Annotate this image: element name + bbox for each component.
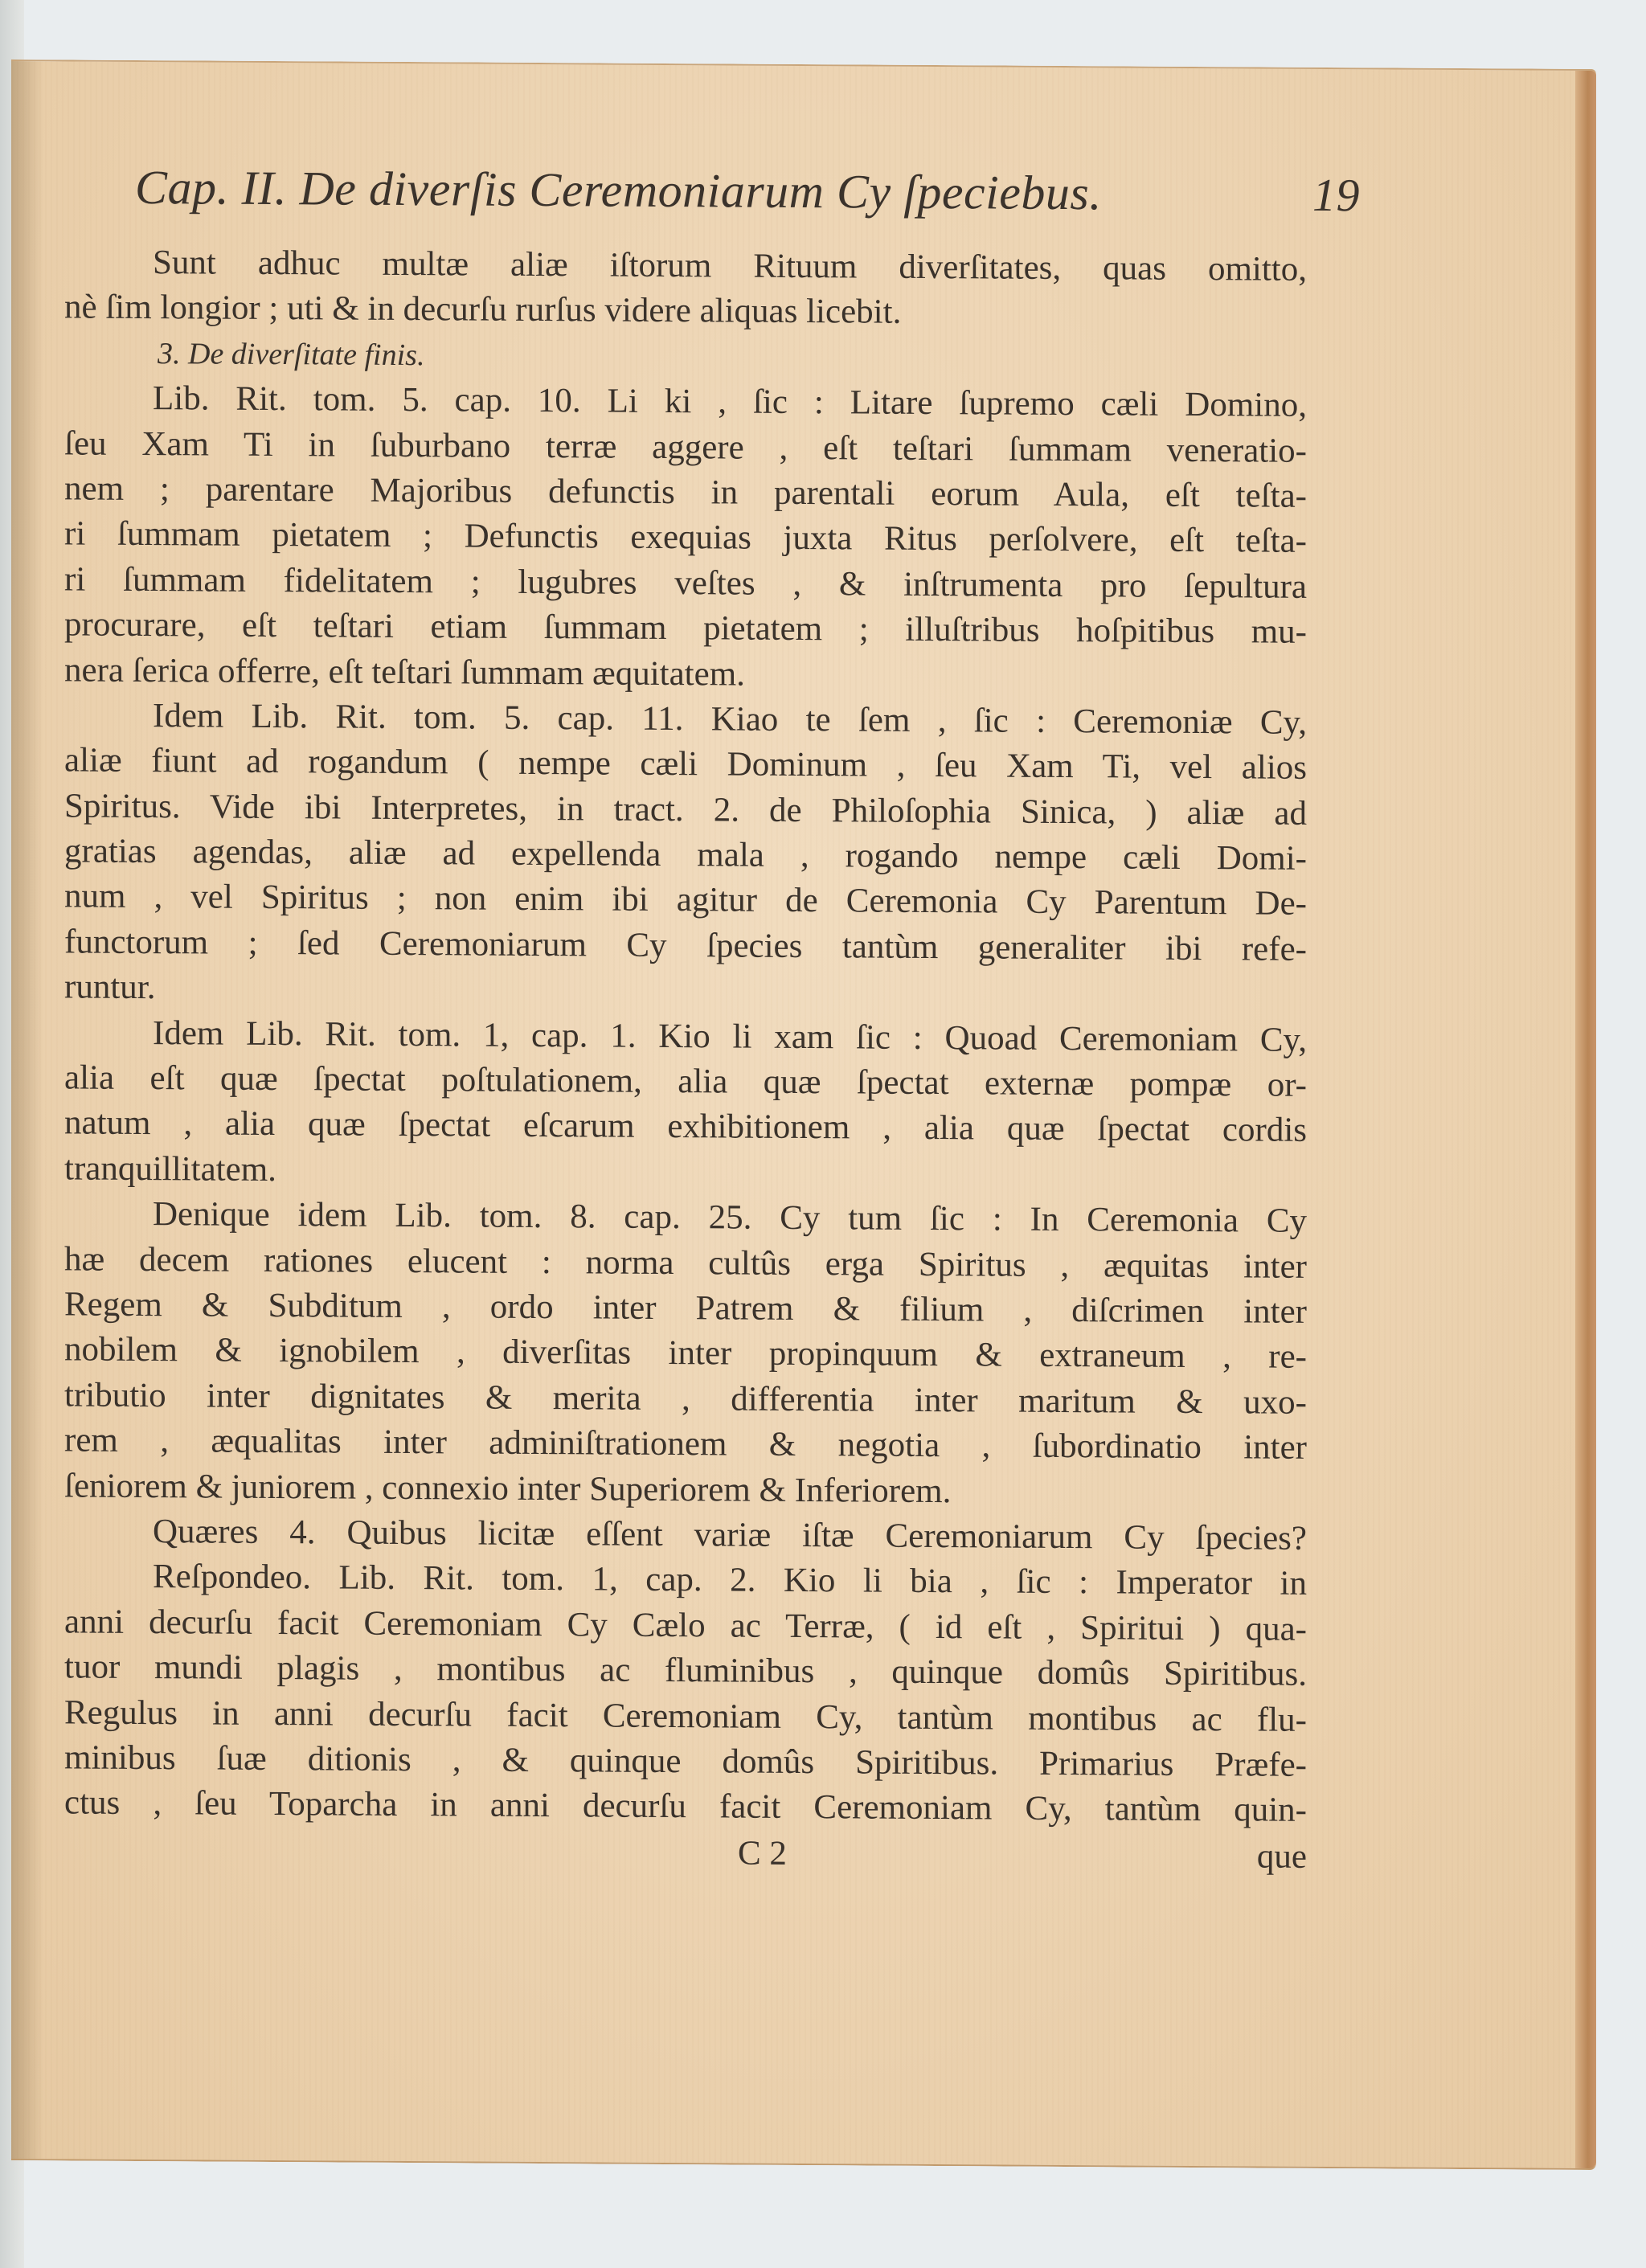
book-page: [11, 59, 1596, 2170]
text-line: gratias agendas, aliæ ad expellenda mala , rogando nempe cæli Domi-: [64, 832, 1307, 878]
catchword: que: [1256, 1837, 1307, 1876]
text-line: Sunt adhuc multæ aliæ iſtorum Rituum diverſitates, quas omitto,: [153, 244, 1307, 289]
body-text: [64, 239, 1334, 1833]
text-line: Regem & Subditum , ordo inter Patrem & filium , diſcrimen inter: [64, 1285, 1307, 1331]
text-line: ri ſummam pietatem ; Defunctis exequias juxta Ritus perſolvere, eſt teſta-: [64, 514, 1307, 561]
text-line: Idem Lib. Rit. tom. 5. cap. 11. Kiao te ſem , ſic : Ceremoniæ Cy,: [153, 696, 1307, 742]
text-line: tranquillitatem.: [64, 1149, 276, 1189]
text-line: Regulus in anni decurſu facit Ceremoniam Cy, tantùm montibus ac flu-: [64, 1693, 1307, 1739]
text-line: num , vel Spiritus ; non enim ibi agitur de Ceremonia Cy Parentum De-: [64, 877, 1307, 923]
gutter-shadow: [11, 61, 43, 2159]
text-line: rem , æqualitas inter adminiſtrationem & negotia , ſubordinatio inter: [64, 1421, 1307, 1468]
text-line: natum , alia quæ ſpectat eſcarum exhibitionem , alia quæ ſpectat cordis: [64, 1103, 1307, 1150]
text-line: nè ſim longior ; uti & in decurſu rurſus videre aliquas licebit.: [64, 288, 902, 332]
text-line: runtur.: [64, 968, 156, 1007]
text-line: procurare, eſt teſtari etiam ſummam pietatem ; illuſtribus hoſpitibus mu-: [64, 605, 1307, 651]
page-number: 19: [1312, 168, 1360, 222]
page-footer: [64, 1826, 1307, 1881]
text-line: ri ſummam fidelitatem ; lugubres veſtes , & inſtrumenta pro ſepultura: [64, 560, 1307, 606]
text-line: alia eſt quæ ſpectat poſtulationem, alia quæ ſpectat externæ pompæ or-: [64, 1058, 1307, 1104]
section-subheading: 3. De diverſitate finis.: [158, 336, 425, 372]
running-head-title: Cap. II. De diverſis Ceremoniarum Cy ſpeciebus.: [135, 160, 1102, 220]
text-line: nera ſerica offerre, eſt teſtari ſummam æquitatem.: [64, 650, 745, 694]
text-line: aliæ fiunt ad rogandum ( nempe cæli Dominum , ſeu Xam Ti, vel alios: [64, 741, 1307, 788]
text-line: Quæres 4. Quibus licitæ eſſent variæ iſtæ Ceremoniarum Cy ſpecies?: [153, 1513, 1307, 1558]
running-head: [135, 160, 1368, 239]
text-line: tuor mundi plagis , montibus ac fluminibus , quinque domûs Spiritibus.: [64, 1648, 1307, 1693]
text-line: tributio inter dignitates & merita , differentia inter maritum & uxo-: [64, 1376, 1307, 1422]
text-block: [64, 159, 1360, 1881]
text-line: functorum ; ſed Ceremoniarum Cy ſpecies tantùm generaliter ibi refe-: [64, 923, 1307, 968]
text-line: ſeniorem & juniorem , connexio inter Superiorem & Inferiorem.: [64, 1466, 952, 1510]
signature-mark: C 2: [738, 1834, 787, 1873]
text-line: nem ; parentare Majoribus defunctis in parentali eorum Aula, eſt teſta-: [64, 469, 1307, 515]
text-line: Denique idem Lib. tom. 8. cap. 25. Cy tum ſic : In Ceremonia Cy: [153, 1195, 1307, 1241]
text-line: anni decurſu facit Ceremoniam Cy Cælo ac Terræ, ( id eſt , Spiritui ) qua-: [64, 1603, 1307, 1648]
text-line: minibus ſuæ ditionis , & quinque domûs Spiritibus. Primarius Præfe-: [64, 1738, 1307, 1784]
text-line: Spiritus. Vide ibi Interpretes, in tract. 2. de Philoſophia Sinica, ) aliæ ad: [64, 787, 1307, 833]
text-line: ctus , ſeu Toparcha in anni decurſu facit Ceremoniam Cy, tantùm quin-: [64, 1783, 1307, 1830]
text-line: ſeu Xam Ti in ſuburbano terræ aggere , eſt teſtari ſummam veneratio-: [64, 424, 1307, 470]
text-line: hæ decem rationes elucent : norma cultûs erga Spiritus , æquitas inter: [64, 1239, 1307, 1286]
text-line: Idem Lib. Rit. tom. 1, cap. 1. Kio li xam ſic : Quoad Ceremoniam Cy,: [153, 1013, 1307, 1059]
text-line: Lib. Rit. tom. 5. cap. 10. Li ki , ſic : Litare ſupremo cæli Domino,: [153, 379, 1307, 425]
text-line: Reſpondeo. Lib. Rit. tom. 1, cap. 2. Kio li bia , ſic : Imperator in: [153, 1558, 1307, 1603]
text-line: nobilem & ignobilem , diverſitas inter propinquum & extraneum , re-: [64, 1330, 1307, 1377]
page-fore-edge: [1575, 71, 1596, 2168]
